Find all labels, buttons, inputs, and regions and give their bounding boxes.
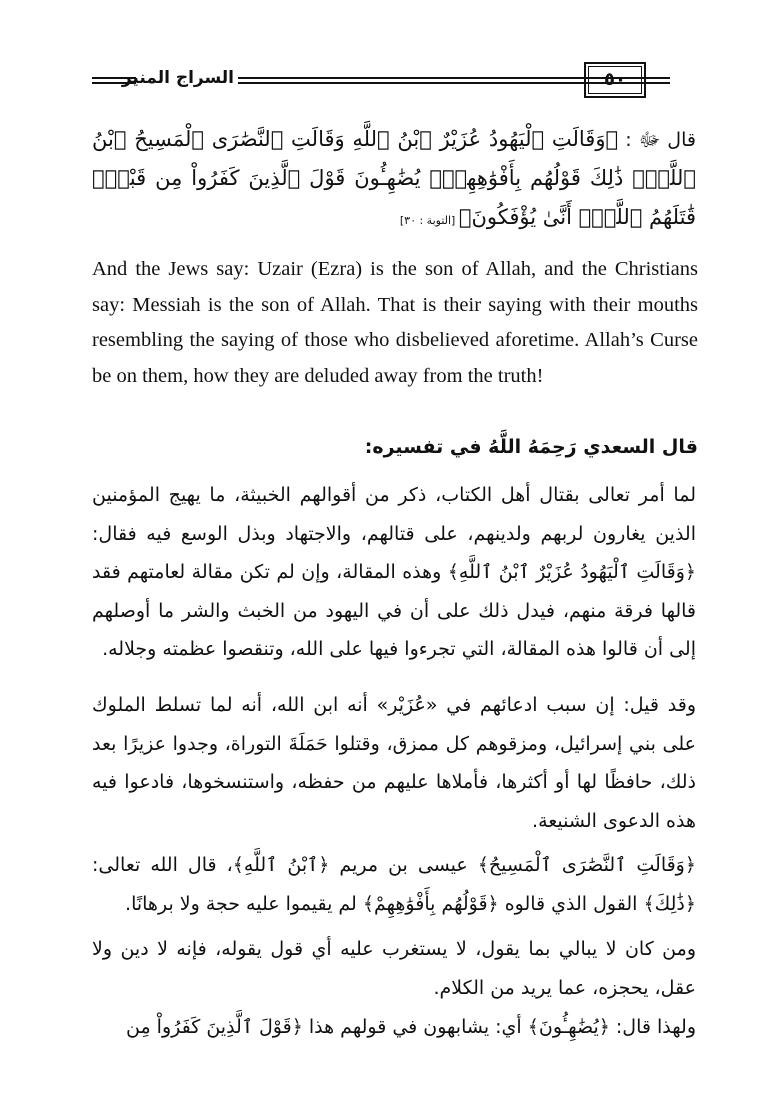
paragraph-5: ولهذا قال: ﴿يُضَٰهِـُٔونَ﴾ أي: يشابهون في قولهم هذا ﴿قَوْلَ ٱلَّذِينَ كَفَرُواْ مِن — [126, 1016, 696, 1038]
paragraph-1: لما أمر تعالى بقتال أهل الكتاب، ذكر من أقوالهم الخبيثة، ما يهيج المؤمنين الذين يغارون لربهم ولدينهم، على قتالهم، والاجتهاد وبذل الوسع فيه فقال: ﴿وَقَالَتِ ٱلْيَهُودُ عُزَيْرٌ ٱبْنُ ٱللَّهِ﴾ وهذه المقالة، وإن لم تكن مقالة لعامتهم فقد قالها فرقة منهم، فيدل ذلك على أن في اليهود من الخبث والشر ما أوصلهم إلى أن قالوا هذه المقالة، التي تجرءوا فيها على الله، وتنقصوا عظمته وجلاله. — [92, 484, 696, 660]
english-translation: And the Jews say: Uzair (Ezra) is the son of Allah, and the Christians say: Messiah is the son of Allah. That is their saying with their mouths resembling the saying of those who disbelieved aforetime. Allah’s Curse be on them, how they are deluded away from the truth! — [92, 258, 698, 387]
verse-block — [92, 120, 696, 240]
page-number: ٥٠ — [604, 69, 626, 90]
paragraph-3: ﴿وَقَالَتِ ٱلنَّصَٰرَى ٱلْمَسِيحُ﴾ عيسى بن مريم ﴿ٱبْنُ ٱللَّهِ﴾، قال الله تعالى: ﴿ذَٰلِكَ﴾ القول الذي قالوه ﴿قَوْلُهُم بِأَفْوَٰهِهِمْ﴾ لم يقيموا عليه حجة ولا برهانًا. — [92, 854, 696, 915]
verse-reference: [التوبة : ٣٠] — [399, 214, 459, 227]
page-header — [92, 62, 696, 102]
paragraph-4: ومن كان لا يبالي بما يقول، لا يستغرب عليه أي قول يقوله، فإنه لا دين ولا عقل، يحجزه، عما يريد من الكلام. — [92, 938, 696, 999]
quran-verse: ﴿وَقَالَتِ ٱلْيَهُودُ عُزَيْرٌ ٱبْنُ ٱللَّهِ وَقَالَتِ ٱلنَّصَٰرَى ٱلْمَسِيحُ ٱبْنُ ٱللَّهِۖ ذَٰلِكَ قَوْلُهُم بِأَفْوَٰهِهِمْۖ يُضَٰهِـُٔونَ قَوْلَ ٱلَّذِينَ كَفَرُواْ مِن قَبْلُۚ قَٰتَلَهُمُ ٱللَّهُۖ أَنَّىٰ يُؤْفَكُونَ﴾ — [92, 127, 696, 229]
tafsir-heading: قال السعدي رَحِمَهُ اللَّهُ في تفسيره: — [364, 436, 698, 458]
page-number-box — [584, 62, 646, 98]
book-title: السراج المنير — [121, 68, 234, 88]
verse-intro: قال ﷻ : — [618, 129, 696, 151]
paragraph-2: وقد قيل: إن سبب ادعائهم في «عُزَيْر» أنه ابن الله، أنه لما تسلط الملوك على بني إسرائيل، ومزقوهم كل ممزق، وقتلوا حَمَلَةَ التوراة، وجدوا عزيرًا بعد ذلك، حافظًا لها أو أكثرها، فأملاها عليهم من حفظه، واستنسخوها، فادعوا فيه هذه الدعوى الشنيعة. — [92, 694, 696, 832]
